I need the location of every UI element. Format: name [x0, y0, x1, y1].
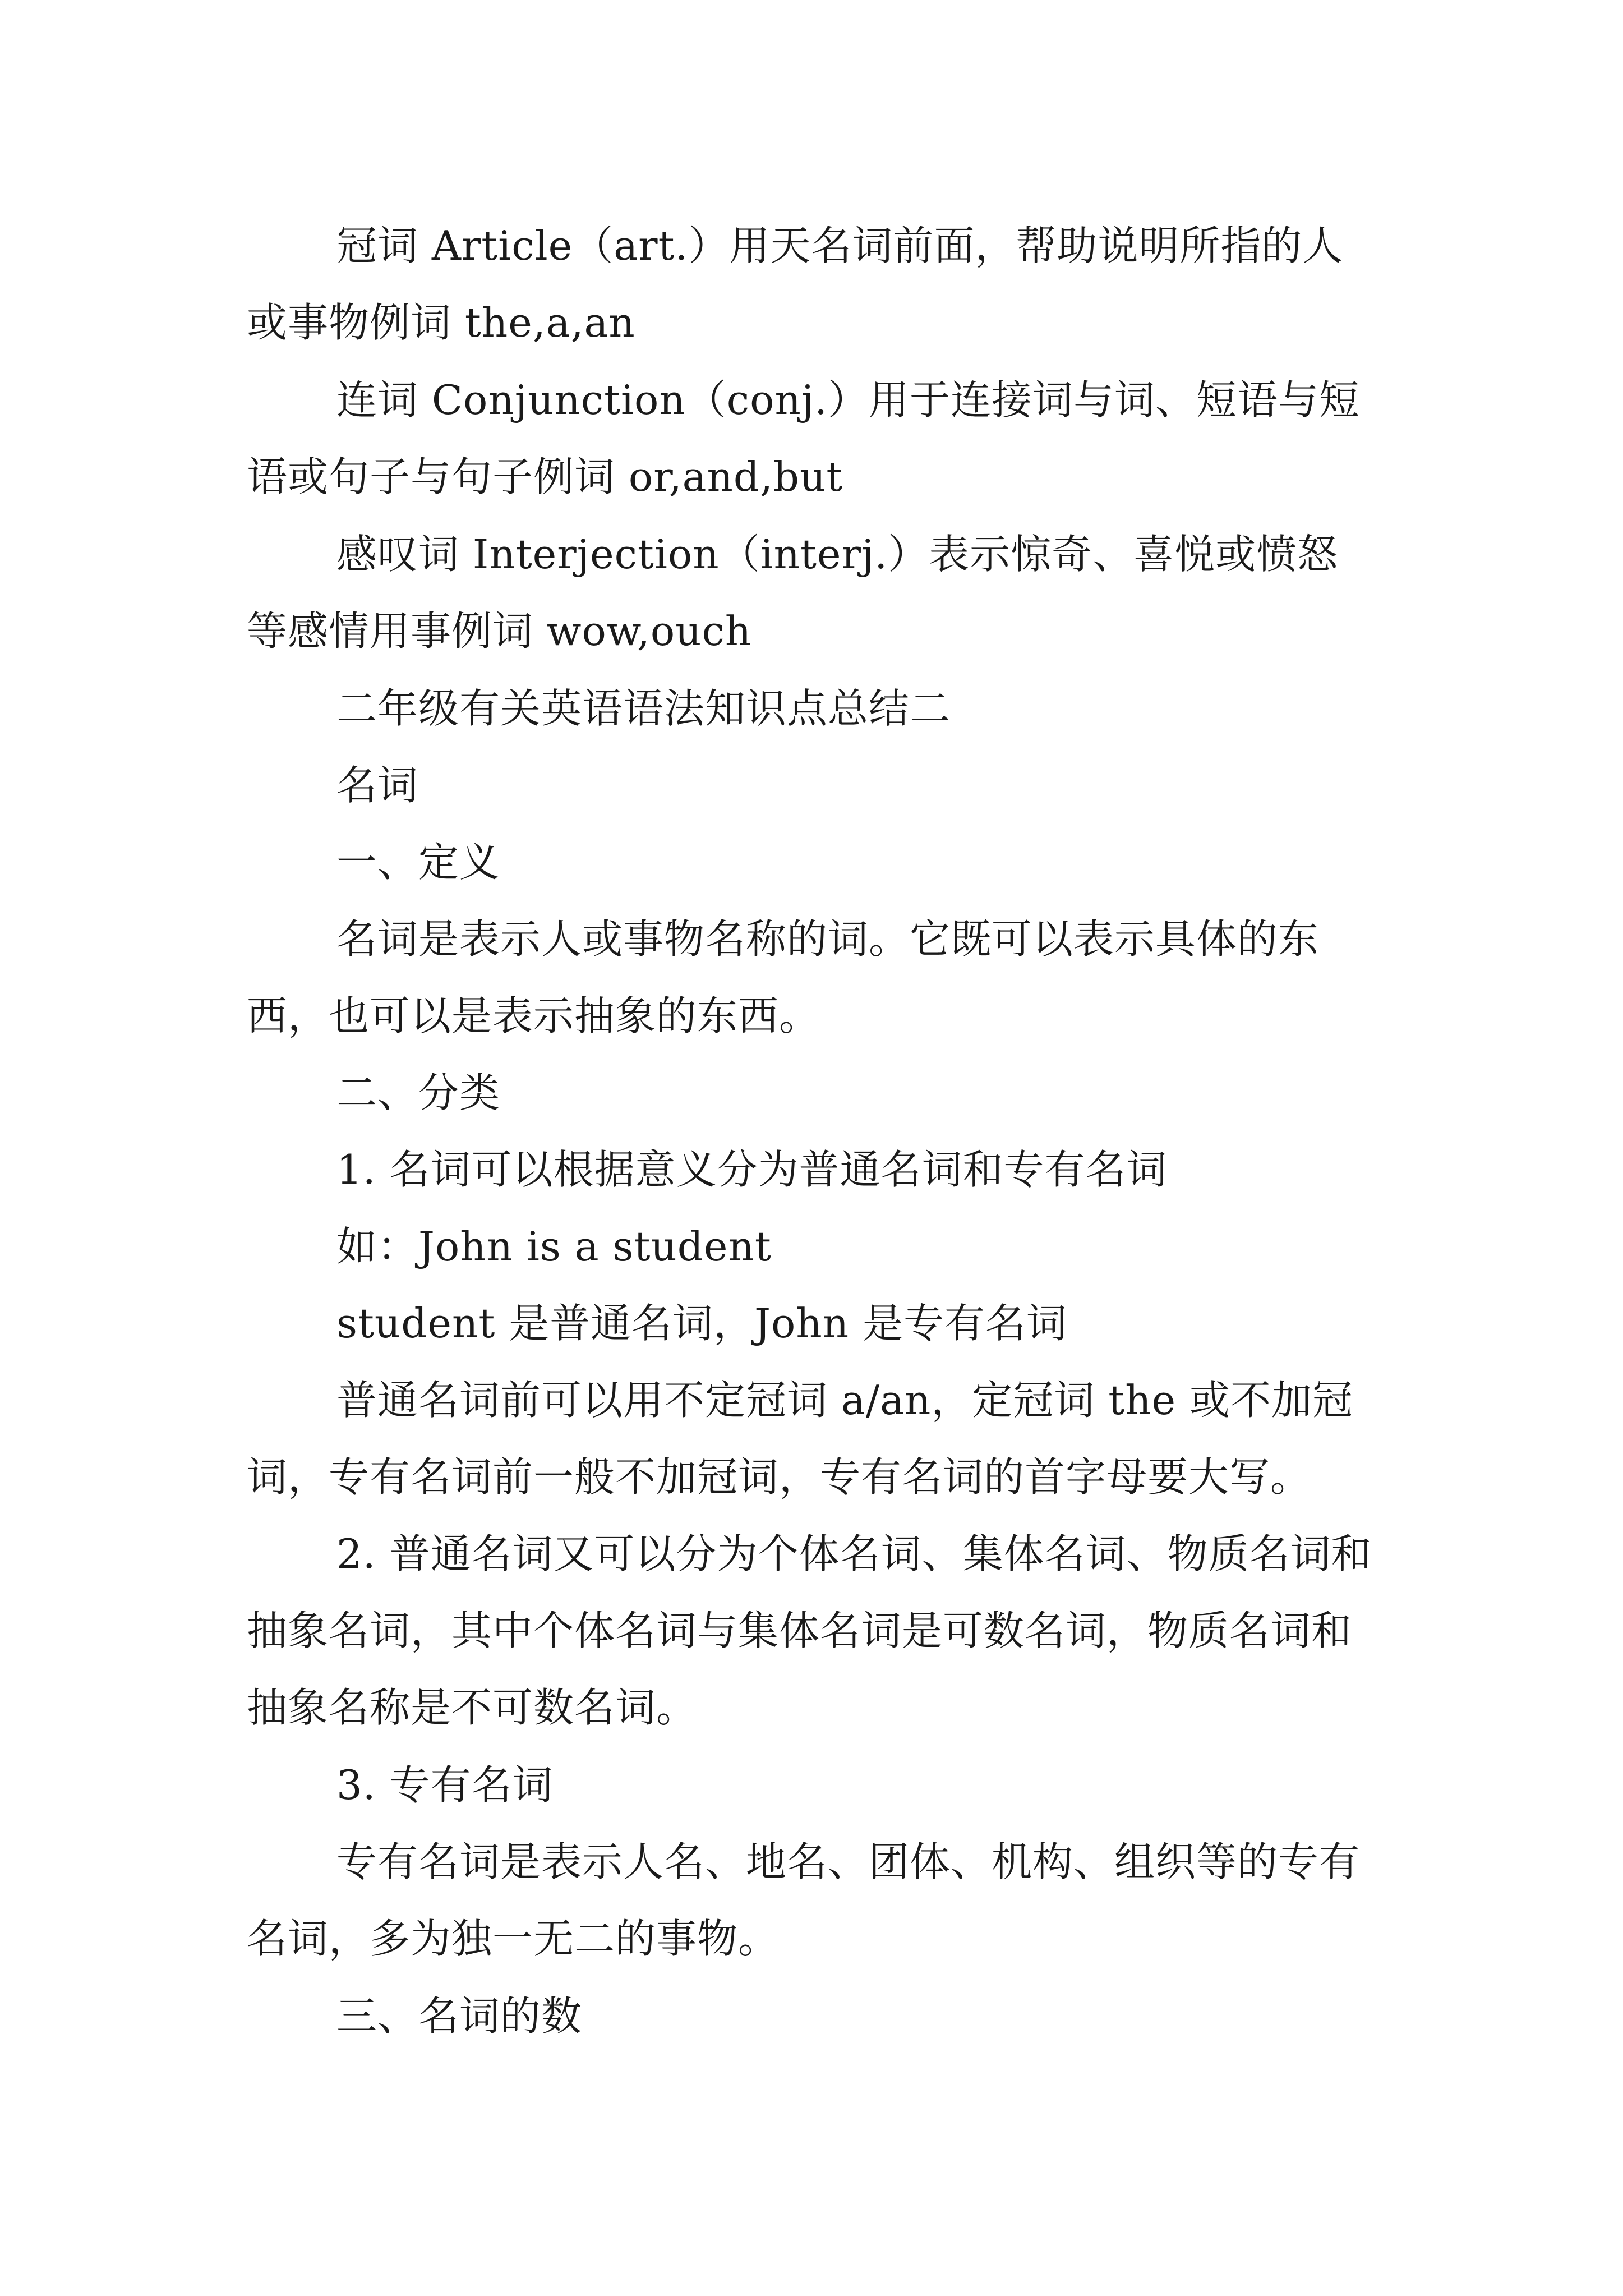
example-sentence: 如：John is a student — [336, 1223, 772, 1270]
paragraph-conjunction: 连词 Conjunction（conj.）用于连接词与词、短语与短语或句子与句子例词 or,and,but — [247, 376, 1361, 500]
heading-definition: 一、定义 — [336, 839, 501, 886]
paragraph-articles-usage: 普通名词前可以用不定冠词 a/an，定冠词 the 或不加冠词，专有名词前一般不加冠词，专有名词的首字母要大写。 — [247, 1377, 1354, 1501]
paragraph-article: 冠词 Article（art.）用天名词前面，帮助说明所指的人或事物例词 the,a,an — [247, 222, 1344, 346]
heading-classification: 二、分类 — [336, 1069, 501, 1116]
item-1: 1. 名词可以根据意义分为普通名词和专有名词 — [336, 1146, 1168, 1193]
heading-number: 三、名词的数 — [336, 1993, 583, 2040]
paragraph-interjection: 感叹词 Interjection（interj.）表示惊奇、喜悦或愤怒等感情用事例词 wow,ouch — [247, 531, 1339, 655]
paragraph-definition: 名词是表示人或事物名称的词。它既可以表示具体的东西，也可以是表示抽象的东西。 — [247, 915, 1320, 1039]
example-explanation: student 是普通名词，John 是专有名词 — [336, 1300, 1067, 1347]
heading-noun: 名词 — [336, 762, 419, 809]
paragraph-proper-noun: 专有名词是表示人名、地名、团体、机构、组织等的专有名词，多为独一无二的事物。 — [247, 1838, 1361, 1962]
item-3: 3. 专有名词 — [336, 1761, 554, 1809]
item-2: 2. 普通名词又可以分为个体名词、集体名词、物质名词和抽象名词，其中个体名词与集体名词是可数名词，物质名词和抽象名称是不可数名词。 — [247, 1530, 1372, 1731]
section-title: 二年级有关英语语法知识点总结二 — [336, 685, 951, 732]
